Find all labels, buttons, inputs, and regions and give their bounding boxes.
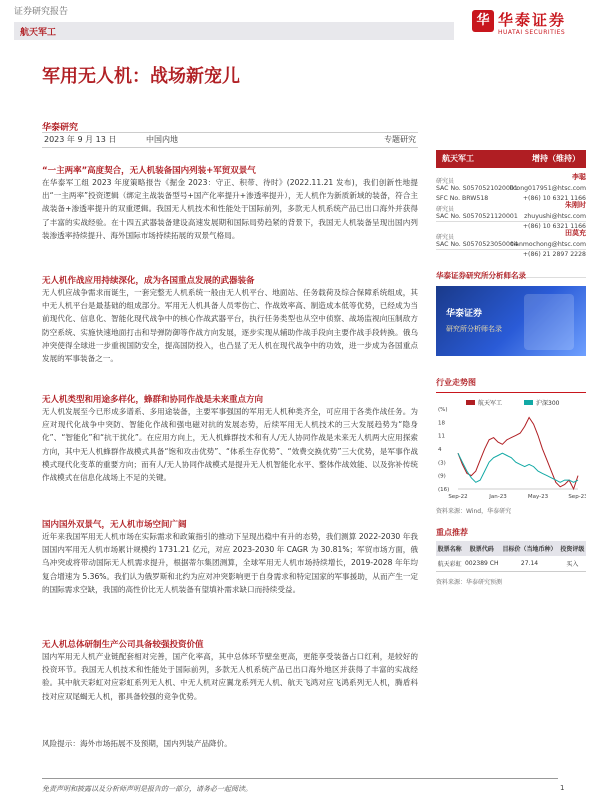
chart-source: 资料来源：Wind，华泰研究 xyxy=(436,508,512,515)
section-body: 近年来我国军用无人机市场在实际需求和政策指引的推动下呈现出稳中有升的态势，我们测算 2022-2030 年我国国内军用无人机市场累计规模约 1731.21 亿元，对应 2023-2030 年 CAGR 为 30.81%；军贸市场方面，俄乌冲突或将带动国际无人机需求提升，根据蒂尔集团测算，全球军用无人机市场持续增长，2019-2028 年年均复合增速为 5.36%。我们认为俄罗斯和北约为应对冲突影响更于自身需求和特定国家的军事援助，从而产生一定的国际需求空缺，我国的高性价比无人机装备有望填补需求缺口而持续受益。 xyxy=(42,532,418,594)
analyst-phone: +(86) 10 6321 1166 xyxy=(522,223,586,230)
section-body: 在华泰军工组 2023 年度策略报告《掘金 2023：守正、积带、待时》(2022.11.21 发布)，我们创新性地提出“一主两率”投资逻辑（绑定主战装备型号+国产化率提升+渗透率提升），无人机作为新质新域的装备，符合主战装备+渗透率提升的双重逻辑。我国无人机技术和性能处于国际前列，多款无人机系统产品已出口海外并获得了丰富的实战经验。在十四五武器装备建设高速发展期和国际局势趋紧的背景下，我国无人机装备呈现出国内列装渗透率持续提升、海外国际市场持续拓展的双景气格局。 xyxy=(42,178,418,240)
sector-tag: 航天军工 xyxy=(20,28,57,38)
x-tick-label: Jan-23 xyxy=(489,494,507,500)
banner-text: 华泰证券 xyxy=(446,309,483,319)
y-tick-label: (16) xyxy=(438,487,450,493)
table-cell: 航天彩虹 xyxy=(436,556,463,572)
analyst-directory-title: 华泰证券研究所分析师名录 xyxy=(436,271,526,280)
report-category: 证券研究报告 xyxy=(14,7,69,17)
analyst-role: 研究员 xyxy=(436,206,455,213)
analyst-sac: SAC No. S0570521120001 xyxy=(436,213,518,220)
section-heading: 无人机作战应用持续深化，成为各国重点发展的武器装备 xyxy=(42,276,255,286)
analyst-name: 朱刚时 xyxy=(565,201,586,209)
section-heading: 无人机总体研制生产公司具备较强投资价值 xyxy=(42,640,204,650)
series-line-1 xyxy=(458,418,578,490)
legend-swatch-1 xyxy=(466,400,475,405)
analyst-line xyxy=(436,213,586,220)
analyst-line xyxy=(436,241,586,248)
report-title: 军用无人机：战场新宠儿 xyxy=(42,66,240,87)
section-body: 无人机发展至今已形成多谱系、多用途装备，主要军事强国的军用无人机种类齐全，可应用于各类作战任务。为应对现代化战争中突防、智能化作战和强电磁对抗的发展态势，后续军用无人机技术的三大发展趋势为“隐身化”、“智能化”和“抗干扰化”。在应用方向上，无人机蜂群技术和有人/无人协同作战是未来无人机两大应用探索方向，其中无人机蜂群作战模式具备“饱和攻击优势”、“体系生存优势”、“效费交换优势”三大优势，是军事作战模式现代化变革的重要方向；而有人/无人协同作战模式是提升无人机智能化水平、整体作战效能、以及弥补传统作战模式在信息化战场上不足的关键。 xyxy=(42,407,418,483)
x-tick-label: Sep-22 xyxy=(448,494,468,500)
trend-chart xyxy=(436,392,586,504)
analyst-sac: SAC No. S0570521020001 xyxy=(436,185,518,192)
sidebar-sector: 航天军工 xyxy=(442,154,474,163)
analyst-line xyxy=(436,195,586,202)
y-tick-label: 11 xyxy=(438,433,445,440)
x-tick-label: Sep-23 xyxy=(568,494,586,500)
disclaimer-note: 免责声明和披露以及分析师声明是报告的一部分，请务必一起阅读。 xyxy=(42,785,252,793)
legend-label-1: 航天军工 xyxy=(478,400,503,407)
analyst-sfc: SFC No. BRW518 xyxy=(436,195,489,202)
analyst-directory-banner[interactable] xyxy=(436,286,586,356)
column-header: 目标价（当地币种） xyxy=(500,541,559,556)
logo-text: 华泰证券 xyxy=(498,11,567,29)
column-header: 投资评级 xyxy=(559,541,586,556)
report-region: 中国内地 xyxy=(146,135,178,144)
analyst-email[interactable]: tianmochong@htsc.com xyxy=(511,241,586,248)
sector-bar xyxy=(14,22,454,40)
series-line-2 xyxy=(458,453,578,482)
legend-swatch-2 xyxy=(524,400,533,405)
page-number: 1 xyxy=(560,784,565,792)
y-tick-label: (9) xyxy=(438,473,446,480)
recommendation-table xyxy=(436,541,586,572)
column-header: 股票代码 xyxy=(463,541,500,556)
table-cell: 27.14 xyxy=(500,556,559,572)
analyst-phone: +(86) 21 2897 2228 xyxy=(522,251,586,258)
y-tick-label: 4 xyxy=(438,447,442,453)
analyst-email[interactable]: zhuyushi@htsc.com xyxy=(524,213,586,220)
analyst-role: 研究员 xyxy=(436,234,455,241)
recommendation-title: 重点推荐 xyxy=(436,528,468,537)
table-row xyxy=(436,556,586,572)
banner-subtext: 研究所分析师名录 xyxy=(446,325,502,333)
analyst-name: 田莫充 xyxy=(565,229,586,237)
section-body: 无人机应战争需求而诞生，一套完整无人机系统一般由无人机平台、地面站、任务载荷及综合保障系统组成，其中无人机平台是最基础的组成部分。军用无人机具备人员零伤亡、作战效率高、制造成本低等优势，已经成为当前现代化、信息化、智能化现代战争中的核心作战武器平台，执行任务类型也从空中侦察、战场监视向压制敌方防空系统、实施快速地面打击和导弹防御等作战方向发展，逐步实现从辅助作战手段向主要作战手段转换。俄乌冲突使得全球进一步重视国防安全，提高国防投入，也凸显了无人机在现代战争中的功效，进一步成为各国重点发展的军事装备之一。 xyxy=(42,288,418,364)
table-cell: 002389 CH xyxy=(463,556,500,572)
column-header: 股票名称 xyxy=(436,541,463,556)
trend-chart-svg xyxy=(436,393,586,505)
trend-chart-title: 行业走势图 xyxy=(436,378,476,387)
rating-bar xyxy=(436,150,586,168)
analyst-sac: SAC No. S0570523050004 xyxy=(436,241,518,248)
y-tick-label: 18 xyxy=(438,420,445,427)
phone-graphic-icon xyxy=(524,294,574,350)
footer-divider xyxy=(42,778,558,779)
table-source: 资料来源：华泰研究预测 xyxy=(436,579,503,586)
report-date: 2023 年 9 月 13 日 xyxy=(44,135,117,144)
analyst-phone: +(86) 10 6321 1166 xyxy=(522,195,586,202)
risk-note: 风险提示：海外市场拓展不及预期，国内列装产品降价。 xyxy=(42,739,232,748)
section-heading: “一主两率”高度契合，无人机装备国内列装+军贸双景气 xyxy=(42,166,256,176)
section-heading: 国内国外双景气，无人机市场空间广阔 xyxy=(42,520,187,530)
rating-label: 增持（维持） xyxy=(532,154,580,163)
legend-label-2: 沪深300 xyxy=(536,400,560,407)
y-tick-label: (%) xyxy=(438,407,448,413)
report-type: 专题研究 xyxy=(384,135,416,144)
table-header-row xyxy=(436,541,586,556)
analyst-role: 研究员 xyxy=(436,178,455,185)
x-tick-label: May-23 xyxy=(527,494,549,500)
section-body: 国内军用无人机产业链配套相对完善，国产化率高，其中总体环节壁垒更高，更能享受装备占口红利，是较好的投资环节。我国无人机技术和性能处于国际前列，多款无人机系统产品已出口海外地区并获得了丰富的实战经验。其中航天彩虹对应彩虹系列无人机、中无人机对应翼龙系列无人机、航天飞鸿对应飞鸿系列无人机，腾盾科技对应双尾蝎无人机，都具备较强的竞争优势。 xyxy=(42,652,418,701)
logo-subtext: HUATAI SECURITIES xyxy=(498,29,566,36)
table-cell: 买入 xyxy=(559,556,586,572)
meta-line xyxy=(42,132,418,148)
analyst-name: 李聪 xyxy=(572,173,586,181)
analyst-line xyxy=(436,185,586,192)
logo-icon: 华 xyxy=(472,10,494,32)
analyst-email[interactable]: licong017951@htsc.com xyxy=(509,185,586,192)
section-heading: 无人机类型和用途多样化，蜂群和协同作战是未来重点方向 xyxy=(42,395,264,405)
y-tick-label: (3) xyxy=(438,460,446,467)
org-name: 华泰研究 xyxy=(42,123,79,133)
